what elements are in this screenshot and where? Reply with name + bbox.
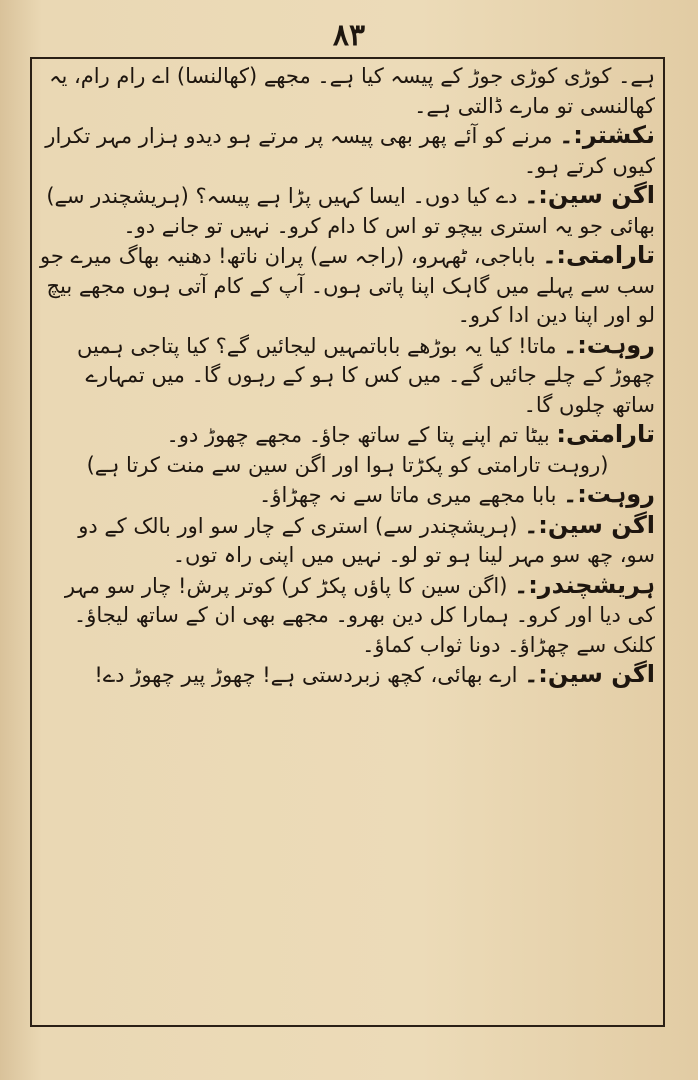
dialogue-paragraph xyxy=(40,121,655,181)
speaker-name: تارامتی:۔ xyxy=(542,241,655,269)
dialogue-text: (اگن سین کا پاؤں پکڑ کر) کوتر پرش! چار سو مہر کی دیا اور کرو۔ ہمارا کل دین بھرو۔ مجھے بھی ان کے ساتھ لیجاؤ۔ کلنک سے چھڑاؤ۔ دونا ثواب کماؤ۔ xyxy=(64,573,655,657)
dialogue-text: باباجی، ٹھہرو، (راجہ سے) پران ناتھ! دھنیہ بھاگ میرے جو سب سے پہلے میں گاہک اپنا پاتی ہوں۔ آپ کے کام آتی ہوں مجھے بیچ لو اور اپنا دین ادا کرو۔ xyxy=(40,244,655,327)
dialogue-paragraph xyxy=(40,331,655,421)
dialogue-text: بیٹا تم اپنے پتا کے ساتھ جاؤ۔ مجھے چھوڑ دو۔ xyxy=(166,423,550,447)
dialogue-paragraph xyxy=(40,420,655,451)
page-number: ۸۳ xyxy=(332,18,366,53)
dialogue-text: (ہریشچندر سے) استری کے چار سو اور بالک کے دو سو، چھ سو مہر لینا ہو تو لو۔ نہیں میں اپنی راہ توں۔ xyxy=(78,513,655,567)
dialogue-paragraph xyxy=(40,62,655,121)
dialogue-paragraph xyxy=(40,511,655,571)
speaker-name: نکشتر:۔ xyxy=(559,121,655,149)
dialogue-text: ہے۔ کوڑی کوڑی جوڑ کے پیسہ کیا ہے۔ مجھے (کھالنسا) اے رام رام، یہ کھالنسی تو مارے ڈالتی ہے۔ xyxy=(49,64,655,118)
dialogue-paragraph xyxy=(40,480,655,511)
speaker-name: اگن سین:۔ xyxy=(524,181,655,209)
speaker-name: روہت:۔ xyxy=(563,330,655,359)
speaker-name: اگن سین:۔ xyxy=(524,660,655,688)
dialogue-paragraph xyxy=(40,241,655,331)
dialogue-paragraph xyxy=(40,181,655,241)
speaker-name: اگن سین:۔ xyxy=(524,510,655,539)
dialogue-paragraph xyxy=(40,660,655,691)
dialogue-text: (روہت تارامتی کو پکڑتا ہوا اور اگن سین سے منت کرتا ہے) xyxy=(86,452,609,477)
dialogue-text: ماتا! کیا یہ بوڑھے باباتمہیں لیجائیں گے؟ کیا پتاجی ہمیں چھوڑ کے چلے جائیں گے۔ میں کس کا ہو کے رہوں گا۔ میں تمہارے ساتھ چلوں گا۔ xyxy=(76,333,655,417)
dialogue-text: دے کیا دوں۔ ایسا کہیں پڑا ہے پیسہ؟ (ہریشچندر سے) بھائی جو یہ استری بیچو تو اس کا دام کرو۔ نہیں تو جانے دو۔ xyxy=(46,184,655,238)
speaker-name: تارامتی: xyxy=(556,420,655,448)
speaker-name: ہریشچندر:۔ xyxy=(514,570,655,599)
dialogue-text: بابا مجھے میری ماتا سے نہ چھڑاؤ۔ xyxy=(259,483,557,507)
dialogue-paragraph xyxy=(40,571,655,661)
stage-direction xyxy=(40,451,655,481)
page-text xyxy=(40,62,655,1020)
speaker-name: روہت:۔ xyxy=(563,480,655,508)
dialogue-text: ارے بھائی، کچھ زبردستی ہے! چھوڑ پیر چھوڑ دے! xyxy=(94,663,518,687)
dialogue-text: مرنے کو آئے پھر بھی پیسہ پر مرتے ہو دیدو ہزار مہر تکرار کیوں کرتے ہو۔ xyxy=(45,124,655,178)
